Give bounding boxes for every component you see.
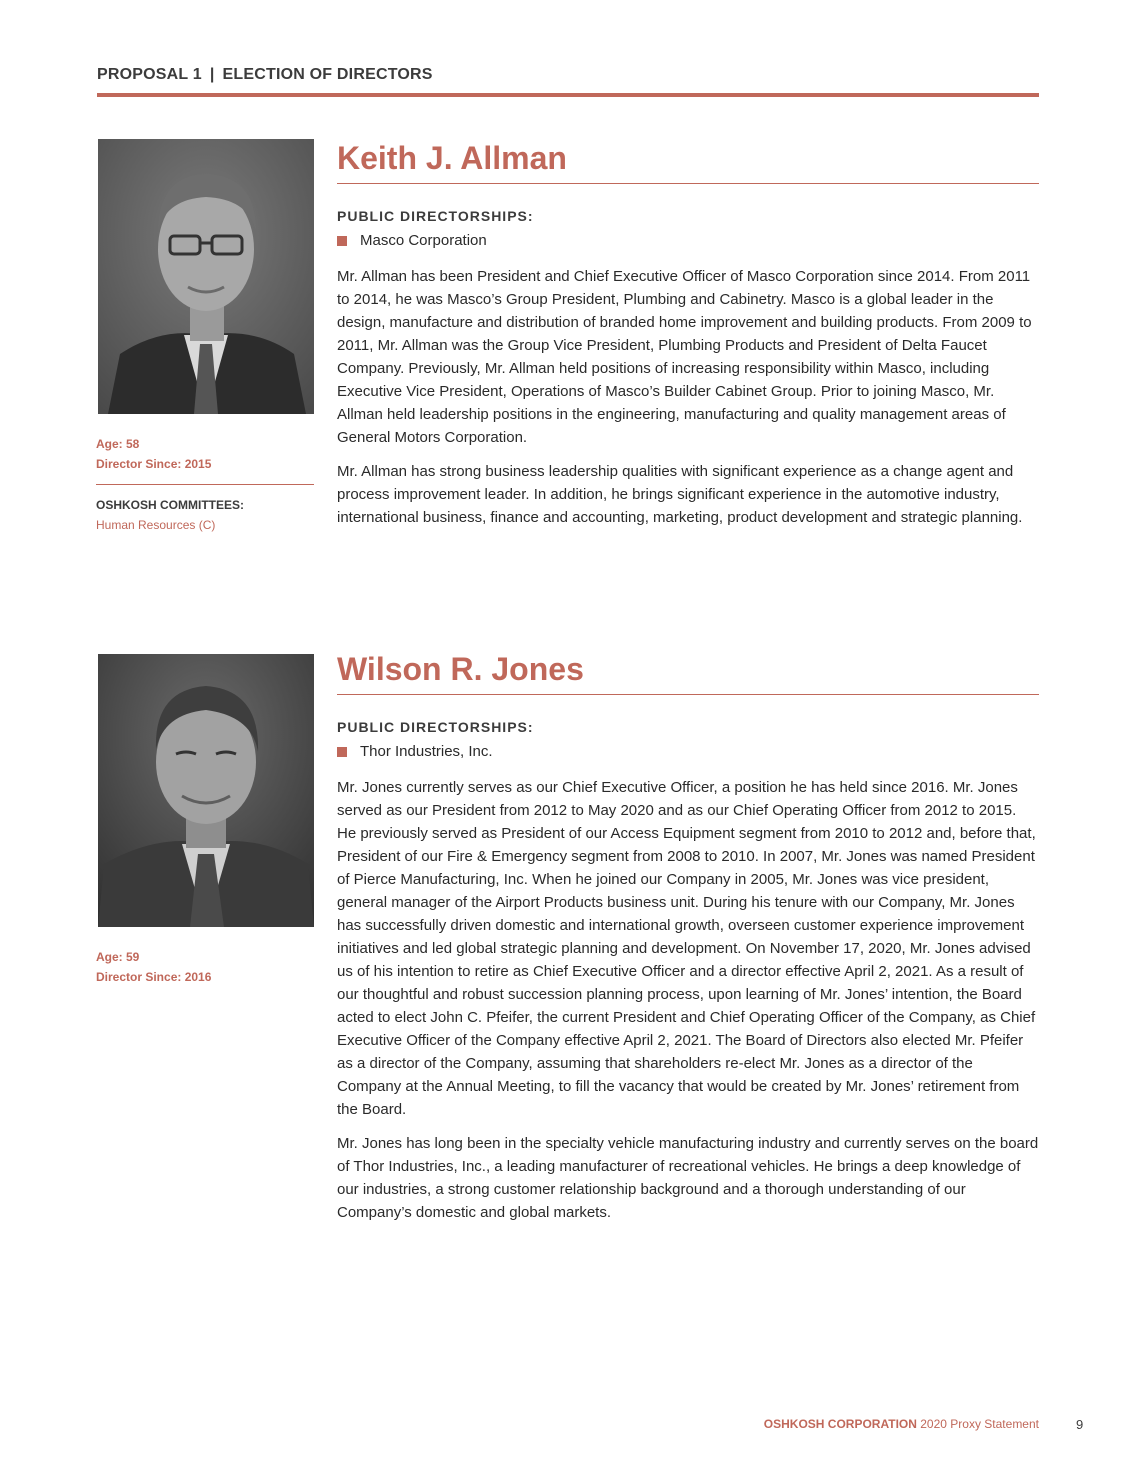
director-bio-jones: [337, 650, 1039, 1224]
bio-paragraph: Mr. Jones has long been in the specialty vehicle manufacturing industry and currently serves on the board of Thor Industries, Inc., a leading manufacturer of recreational vehicles. He brings a deep knowledge of our industries, a strong customer relationship background and a thorough understanding of our Company’s domestic and global markets.: [337, 1135, 1039, 1221]
square-bullet-icon: [337, 747, 347, 757]
director-photo-jones: [98, 654, 314, 927]
header-divider: [97, 93, 1039, 97]
directorships-title: PUBLIC DIRECTORSHIPS:: [337, 719, 534, 735]
footer-document: 2020 Proxy Statement: [916, 1417, 1039, 1431]
header-title: ELECTION OF DIRECTORS: [222, 66, 433, 83]
director-name: Wilson R. Jones: [337, 650, 1039, 695]
page-footer: [600, 1417, 1039, 1431]
directorship-item: [337, 232, 1039, 249]
page-number: 9: [1076, 1417, 1084, 1432]
meta-divider: [96, 484, 314, 485]
director-name: Keith J. Allman: [337, 139, 1039, 184]
directorship-label: Masco Corporation: [360, 232, 487, 249]
director-since: Director Since: 2015: [96, 457, 212, 471]
director-photo-allman: [98, 139, 314, 414]
square-bullet-icon: [337, 236, 347, 246]
header-section: PROPOSAL 1: [97, 66, 202, 83]
footer-company: OSHKOSH CORPORATION: [763, 1417, 917, 1431]
directorship-label: Thor Industries, Inc.: [360, 743, 493, 760]
committees-title: OSHKOSH COMMITTEES:: [96, 498, 245, 512]
director-age: Age: 59: [96, 950, 140, 964]
header-separator: |: [209, 66, 215, 83]
director-bio-allman: [337, 139, 1039, 529]
director-age: Age: 58: [96, 437, 140, 451]
director-meta-jones: [96, 947, 314, 987]
director-meta-allman: [96, 434, 314, 535]
directorship-item: [337, 743, 1039, 760]
committees-list: Human Resources (C): [96, 518, 216, 532]
bio-paragraph: Mr. Allman has strong business leadership qualities with significant experience as a change agent and process improvement leader. In addition, he brings significant experience in the automotive industry, international business, finance and accounting, marketing, product development and strategic planning.: [337, 463, 1023, 526]
directorships-title: PUBLIC DIRECTORSHIPS:: [337, 208, 534, 224]
bio-paragraph: Mr. Allman has been President and Chief Executive Officer of Masco Corporation since 2014. From 2011 to 2014, he was Masco’s Group President, Plumbing and Cabinetry. Masco is a global leader in the design, manufacture and distribution of branded home improvement and building products. From 2009 to 2011, Mr. Allman was the Group Vice President, Plumbing Products and President of Delta Faucet Company. Previously, Mr. Allman held positions of increasing responsibility within Masco, including Executive Vice President, Operations of Masco’s Builder Cabinet Group. Prior to joining Masco, Mr. Allman held leadership positions in the engineering, manufacturing and quality management areas of General Motors Corporation.: [337, 268, 1032, 446]
bio-paragraph: Mr. Jones currently serves as our Chief Executive Officer, a position he has held since 2016. Mr. Jones served as our President from 2012 to May 2020 and as our Chief Operating Officer from 2012 to 2015. He previously served as President of our Access Equipment segment from 2010 to 2012 and, before that, President of our Fire & Emergency segment from 2008 to 2010. In 2007, Mr. Jones was named President of Pierce Manufacturing, Inc. When he joined our Company in 2005, Mr. Jones was vice president, general manager of the Airport Products business unit. During his tenure with our Company, Mr. Jones has successfully driven domestic and international growth, overseen customer experience improvement initiatives and led global strategic planning and development. On November 17, 2020, Mr. Jones advised us of his intention to retire as Chief Executive Officer and a director effective April 2, 2021. As a result of our thoughtful and robust succession planning process, upon learning of Mr. Jones’ intention, the Board acted to elect John C. Pfeifer, the current President and Chief Operating Officer of the Company, as Chief Executive Officer of the Company effective April 2, 2021. The Board of Directors also elected Mr. Pfeifer as a director of the Company, assuming that shareholders re-elect Mr. Jones as a director of the Company at the Annual Meeting, to fill the vacancy that would be created by Mr. Jones’ retirement from the Board.: [337, 779, 1036, 1118]
director-since: Director Since: 2016: [96, 970, 212, 984]
page-header: [97, 66, 1039, 84]
